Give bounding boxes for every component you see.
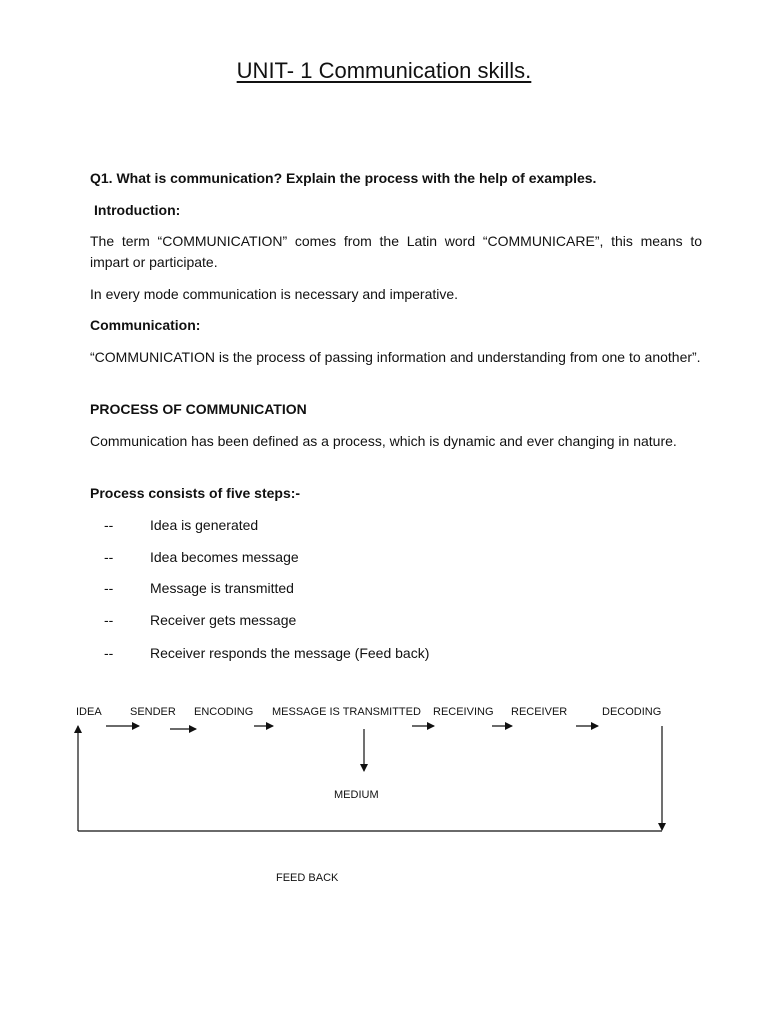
step-text: Message is transmitted bbox=[150, 580, 294, 596]
diagram-label-encoding: ENCODING bbox=[194, 706, 254, 718]
necessity-paragraph: In every mode communication is necessary and imperative. bbox=[90, 286, 459, 302]
list-item bbox=[104, 645, 429, 661]
list-item bbox=[104, 612, 296, 628]
introduction-paragraph: The term “COMMUNICATION” comes from the Latin word “COMMUNICARE”, this means to impart or participate. bbox=[90, 233, 702, 270]
list-item bbox=[104, 580, 294, 596]
step-text: Idea is generated bbox=[150, 517, 259, 533]
diagram-label-medium: MEDIUM bbox=[334, 789, 379, 801]
list-marker: -- bbox=[104, 645, 114, 661]
list-marker: -- bbox=[104, 580, 114, 596]
diagram-label-feedback: FEED BACK bbox=[276, 872, 339, 884]
list-item bbox=[104, 517, 258, 533]
diagram-label-message-transmitted: MESSAGE IS TRANSMITTED bbox=[272, 706, 421, 718]
diagram-label-receiver: RECEIVER bbox=[511, 706, 568, 718]
step-text: Idea becomes message bbox=[150, 549, 299, 565]
diagram-label-sender: SENDER bbox=[130, 706, 176, 718]
step-text: Receiver gets message bbox=[150, 612, 297, 628]
communication-heading: Communication: bbox=[90, 317, 201, 333]
communication-definition: “COMMUNICATION is the process of passing information and understanding from one to another”. bbox=[90, 349, 701, 365]
process-paragraph: Communication has been defined as a process, which is dynamic and ever changing in nature. bbox=[90, 433, 677, 449]
diagram-label-idea: IDEA bbox=[76, 706, 102, 718]
page-title: UNIT- 1 Communication skills. bbox=[236, 58, 532, 83]
diagram-label-decoding: DECODING bbox=[602, 706, 662, 718]
diagram-label-receiving: RECEIVING bbox=[433, 706, 494, 718]
communication-process-diagram bbox=[0, 690, 768, 900]
list-marker: -- bbox=[104, 517, 114, 533]
process-heading: PROCESS OF COMMUNICATION bbox=[90, 401, 307, 417]
list-marker: -- bbox=[104, 549, 114, 565]
question-heading: Q1. What is communication? Explain the process with the help of examples. bbox=[90, 170, 597, 186]
list-item bbox=[104, 549, 299, 565]
steps-heading: Process consists of five steps:- bbox=[90, 485, 301, 501]
introduction-heading: Introduction: bbox=[94, 202, 181, 218]
list-marker: -- bbox=[104, 612, 114, 628]
step-text: Receiver responds the message (Feed back) bbox=[150, 645, 430, 661]
